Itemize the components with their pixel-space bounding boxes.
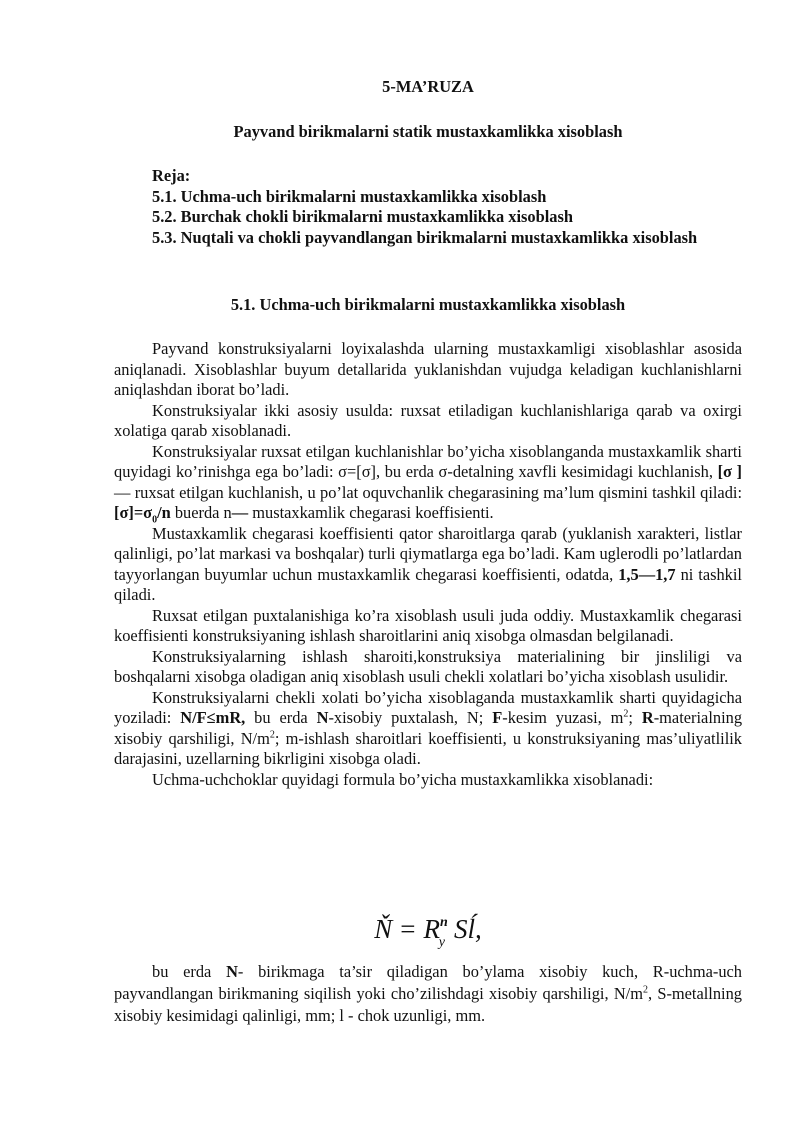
paragraph-5: Ruxsat etilgan puxtalanishiga ko’ra xisoblash usuli juda oddiy. Mustaxkamlik chegarasi koeffisienti konstruksiyaning ishlash sharoitlarini aniq xisobga olmasdan belgilanadi.: [114, 605, 742, 645]
bold-run: [σ ]: [717, 462, 743, 481]
plan-item-2: 5.2. Burchak chokli birikmalarni mustaxkamlikka xisoblash: [152, 207, 573, 226]
superscript: 2: [623, 708, 629, 720]
paragraph-7: [114, 688, 742, 770]
bold-run: N/F≤mR,: [180, 708, 246, 727]
text-run: ni tashkil qiladi.: [114, 564, 742, 604]
plan: [114, 166, 742, 248]
main-title: Payvand birikmalarni statik mustaxkamlikka xisoblash: [233, 122, 623, 141]
text-run: -materialning xisobiy qarshiligi, N/m: [114, 708, 743, 748]
paragraph-1: Payvand konstruksiyalarni loyixalashda ularning mustaxkamligi xisoblashlar asosida aniqlanadi. Xisoblashlar buyum detallarida yuklanishdan vujudga keladigan kuchlanishlarni aniqlashdan iborat bo’ladi.: [114, 339, 742, 399]
text-run: Konstruksiyalar ruxsat etilgan kuchlanishlar bo’yicha xisoblanganda mustaxkamlik sharti quyidagi ko’rinishga ega bo’ladi: σ=[σ], bu erda σ-detalning xavfli kesimidagi kuchlanish,: [114, 441, 742, 481]
formula-lhs: Ň: [374, 914, 393, 944]
formula-rest: Sĺ,: [454, 914, 482, 944]
text-run: -xisobiy puxtalash, N;: [328, 708, 493, 727]
allowed-stress-formula: [114, 503, 171, 526]
formula-r-superscript: n: [439, 915, 448, 930]
text-run: Konstruksiyalarni chekli xolati bo’yicha xisoblaganda mustaxkamlik sharti quyidagicha yoziladi:: [114, 687, 742, 727]
bold-run: N: [316, 708, 329, 727]
paragraph-9: [114, 961, 742, 1027]
formula-subscript: 0: [152, 514, 158, 526]
text-run: bu erda: [152, 962, 227, 981]
formula-part: /n: [157, 503, 171, 522]
text-run: bu erda: [245, 708, 317, 727]
formula-equals: =: [400, 914, 416, 944]
formula-r: R: [423, 914, 440, 944]
bold-run: F: [492, 708, 503, 727]
body-text-after-formula: [114, 961, 742, 1027]
lecture-number: 5-MA’RUZA: [382, 77, 474, 96]
bold-run: N: [226, 962, 238, 981]
superscript: 2: [269, 729, 275, 741]
body-text: [114, 339, 742, 790]
text-run: mustaxkamlik chegarasi koeffisienti.: [248, 503, 494, 522]
weld-strength-formula: [114, 912, 742, 952]
paragraph-3: [114, 442, 742, 524]
text-run: — ruxsat etilgan kuchlanish, u po’lat oquvchanlik chegarasining ma’lum qismini tashkil qiladi:: [114, 482, 742, 502]
text-run: buerda n: [170, 503, 232, 522]
section-title: 5.1. Uchma-uch birikmalarni mustaxkamlikka xisoblash: [230, 295, 626, 314]
paragraph-6: Konstruksiyalarning ishlash sharoiti,konstruksiya materialining bir jinsliligi va boshqalarni xisobga oladigan aniq xisoblash usuli chekli xolatlari bo’yicha xisoblash usulidir.: [114, 646, 742, 686]
plan-item-1: 5.1. Uchma-uch birikmalarni mustaxkamlikka xisoblash: [152, 186, 547, 206]
paragraph-2: Konstruksiyalar ikki asosiy usulda: ruxsat etiladigan kuchlanishlariga qarab va oxirgi xolatiga qarab xisoblanadi.: [114, 400, 742, 440]
text-run: Mustaxkamlik chegarasi koeffisienti qator sharoitlarga qarab (yuklanish xarakteri, listlar qalinligi, po’lat markasi va boshqalar) turli qiymatlarga ega bo’ladi. Kam uglerodli po’latlardan tayyorlangan buyumlar uchun mustaxkamlik chegarasi koeffisienti, odatda,: [114, 523, 742, 584]
bold-run: 1,5—1,7: [618, 564, 676, 584]
text-run: ;: [628, 708, 642, 727]
superscript: 2: [642, 984, 648, 996]
text-run: , S-metallning xisobiy kesimidagi qalinligi, mm; l - chok uzunligi, mm.: [114, 984, 743, 1025]
text-run: - birikmaga ta’sir qiladigan bo’ylama xisobiy kuch, R-uchma-uch payvandlangan birikmaning siqilish yoki cho’zilishdagi xisobiy qarshiligi, N/m: [114, 962, 743, 1003]
plan-label: Reja:: [152, 166, 191, 185]
paragraph-8: Uchma-uchchoklar quyidagi formula bo’yicha mustaxkamlikka xisoblanadi:: [152, 769, 654, 789]
text-run: ; m-ishlash sharoitlari koeffisienti, u konstruksiyaning mas’uliyatlilik darajasini, uzellarning bikrligini xisobga oladi.: [114, 728, 742, 768]
formula-r-subscript: y: [438, 935, 445, 950]
plan-item-3: 5.3. Nuqtali va chokli payvandlangan birikmalarni mustaxkamlikka xisoblash: [152, 227, 698, 247]
bold-run: —: [231, 503, 249, 522]
paragraph-4: [114, 524, 742, 606]
bold-run: R: [641, 708, 654, 727]
formula-part: [σ]=σ: [114, 503, 153, 522]
text-run: -kesim yuzasi, m: [502, 708, 624, 727]
